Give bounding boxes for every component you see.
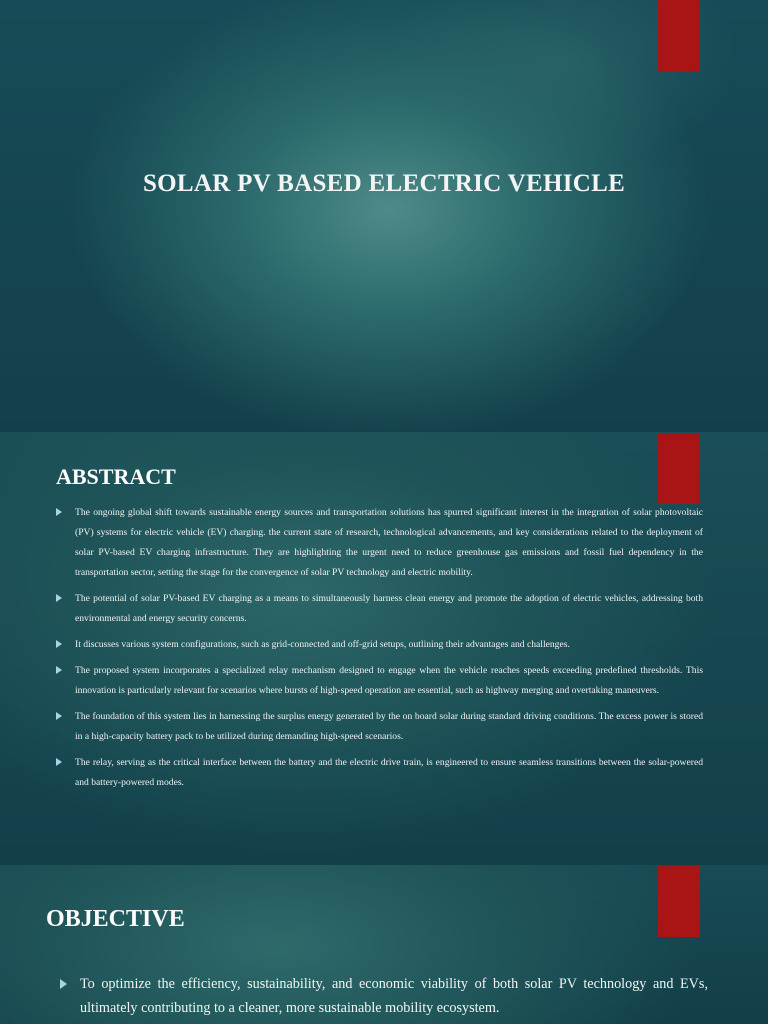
bullet-text: It discusses various system configurations, such as grid-connected and off-grid setups, outlining their advantages and challenges.: [75, 639, 570, 650]
bullet-text: The relay, serving as the critical interface between the battery and the electric drive train, is engineered to ensure seamless transitions between the solar-powered and battery-powered modes.: [75, 757, 703, 788]
list-item: [56, 589, 703, 629]
list-item: [56, 753, 703, 793]
list-item: [60, 972, 708, 1020]
title-slide: [0, 0, 768, 432]
red-accent-tab: [658, 433, 700, 504]
list-item: [56, 635, 703, 655]
triangle-bullet-icon: [56, 666, 62, 674]
objective-bullet-list: [60, 972, 708, 1020]
red-accent-tab: [658, 866, 700, 937]
triangle-bullet-icon: [56, 594, 62, 602]
abstract-bullet-list: [56, 503, 703, 799]
triangle-bullet-icon: [56, 508, 62, 516]
objective-heading: OBJECTIVE: [46, 906, 185, 932]
bullet-text: The foundation of this system lies in harnessing the surplus energy generated by the on board solar during standard driving conditions. The excess power is stored in a high-capacity battery pack to be utilized during demanding high-speed scenarios.: [75, 711, 703, 742]
list-item: [56, 707, 703, 747]
triangle-bullet-icon: [56, 758, 62, 766]
triangle-bullet-icon: [56, 712, 62, 720]
bullet-text: The ongoing global shift towards sustainable energy sources and transportation solutions has spurred significant interest in the integration of solar photovoltaic (PV) systems for electric vehicle (EV) charging. the current state of research, technological advancements, and key considerations related to the deployment of solar PV-based EV charging infrastructure. They are highlighting the urgent need to reduce greenhouse gas emissions and fossil fuel dependency in the transportation sector, setting the stage for the convergence of solar PV technology and electric mobility.: [75, 507, 703, 578]
triangle-bullet-icon: [56, 640, 62, 648]
abstract-heading: ABSTRACT: [56, 464, 176, 489]
bullet-text: The proposed system incorporates a specialized relay mechanism designed to engage when the vehicle reaches speeds exceeding predefined thresholds. This innovation is particularly relevant for scenarios where bursts of high-speed operation are essential, such as highway merging and overtaking maneuvers.: [75, 665, 703, 696]
abstract-slide: [0, 432, 768, 865]
triangle-bullet-icon: [60, 979, 67, 989]
list-item: [56, 661, 703, 701]
bullet-text: The potential of solar PV-based EV charging as a means to simultaneously harness clean energy and promote the adoption of electric vehicles, addressing both environmental and energy security concerns.: [75, 593, 703, 624]
red-accent-tab: [658, 0, 700, 71]
slide-title: SOLAR PV BASED ELECTRIC VEHICLE: [142, 170, 626, 197]
objective-slide: [0, 865, 768, 1024]
list-item: [56, 503, 703, 583]
bullet-text: To optimize the efficiency, sustainability, and economic viability of both solar PV technology and EVs, ultimately contributing to a cleaner, more sustainable mobility ecosystem.: [80, 976, 708, 1016]
